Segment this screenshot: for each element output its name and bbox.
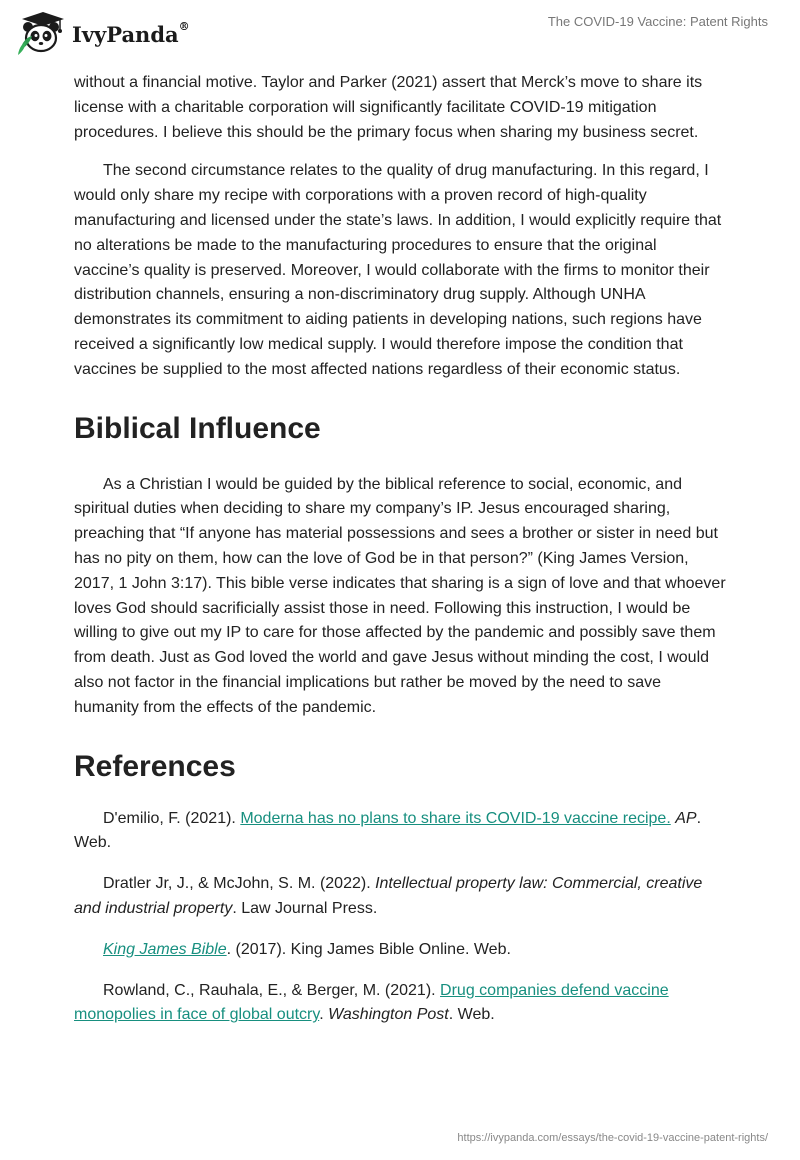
reference-tail: . (2017). King James Bible Online. Web.: [226, 940, 511, 958]
essay-content: [74, 71, 726, 1044]
reference-tail: . Web.: [448, 1006, 495, 1024]
registered-mark: ®: [178, 19, 190, 33]
reference-title: Intellectual property law: Commercial, creative and industrial property: [74, 875, 703, 917]
reference-source: AP: [675, 809, 697, 827]
reference-tail: . Law Journal Press.: [232, 899, 378, 917]
brand-name: [72, 19, 190, 47]
reference-link[interactable]: Moderna has no plans to share its COVID-19 vaccine recipe.: [240, 809, 671, 827]
reference-item: [74, 872, 726, 922]
brand-text: IvyPanda: [72, 21, 179, 47]
page-header: [0, 0, 800, 70]
ivypanda-logo[interactable]: [14, 10, 190, 56]
footer-url: https://ivypanda.com/essays/the-covid-19-vaccine-patent-rights/: [457, 1132, 768, 1144]
reference-source: Washington Post: [328, 1006, 449, 1024]
reference-link[interactable]: King James Bible: [103, 940, 227, 958]
reference-authors: Dratler Jr, J., & McJohn, S. M. (2022).: [103, 875, 376, 893]
paragraph-continuation: without a financial motive. Taylor and Parker (2021) assert that Merck’s move to share its license with a charitable corporation will significantly facilitate COVID-19 mitigation procedures. I believe this should be the primary focus when sharing my business secret.: [74, 74, 703, 141]
paragraph-second-circumstance: The second circumstance relates to the quality of drug manufacturing. In this regard, I would only share my recipe with corporations with a proven record of high-quality manufacturing and licensed under the state’s laws. In addition, I would explicitly require that no alterations be made to the manufacturing procedures to ensure that the original vaccine’s quality is preserved. Moreover, I would collaborate with the firms to monitor their distribution channels, ensuring a non-discriminatory drug supply. Although UNHA demonstrates its commitment to aiding patients in developing nations, such regions have received a significantly low medical supply. I would therefore impose the condition that vaccines be supplied to the most affected nations regardless of their economic status.: [74, 162, 722, 378]
heading-biblical-influence: Biblical Influence: [74, 411, 321, 445]
reference-item: [74, 807, 726, 857]
panda-graduate-logo-icon: [14, 10, 66, 56]
reference-authors: Rowland, C., Rauhala, E., & Berger, M. (2021).: [103, 981, 441, 999]
reference-item: [74, 938, 726, 963]
reference-separator: .: [319, 1006, 329, 1024]
reference-link[interactable]: Drug companies defend vaccine monopolies in face of global outcry: [74, 981, 669, 1024]
reference-tail: . Web.: [74, 809, 702, 852]
heading-references: References: [74, 749, 236, 783]
reference-item: [74, 979, 726, 1029]
reference-authors: D'emilio, F. (2021).: [103, 809, 241, 827]
paragraph-biblical-influence: As a Christian I would be guided by the biblical reference to social, economic, and spiritual duties when deciding to share my company’s IP. Jesus encouraged sharing, preaching that “If anyone has material possessions and sees a brother or sister in need but has no pity on them, how can the love of God be in that person?” (King James Version, 2017, 1 John 3:17). This bible verse indicates that sharing is a sign of love and that whoever loves God should sacrificially assist those in need. Following this instruction, I would be willing to give out my IP to care for those affected by the pandemic and possibly save them from death. Just as God loved the world and gave Jesus without minding the cost, I would also not factor in the financial implications but rather be moved by the need to save humanity from the effects of the pandemic.: [74, 475, 726, 716]
document-title: The COVID-19 Vaccine: Patent Rights: [547, 14, 768, 29]
